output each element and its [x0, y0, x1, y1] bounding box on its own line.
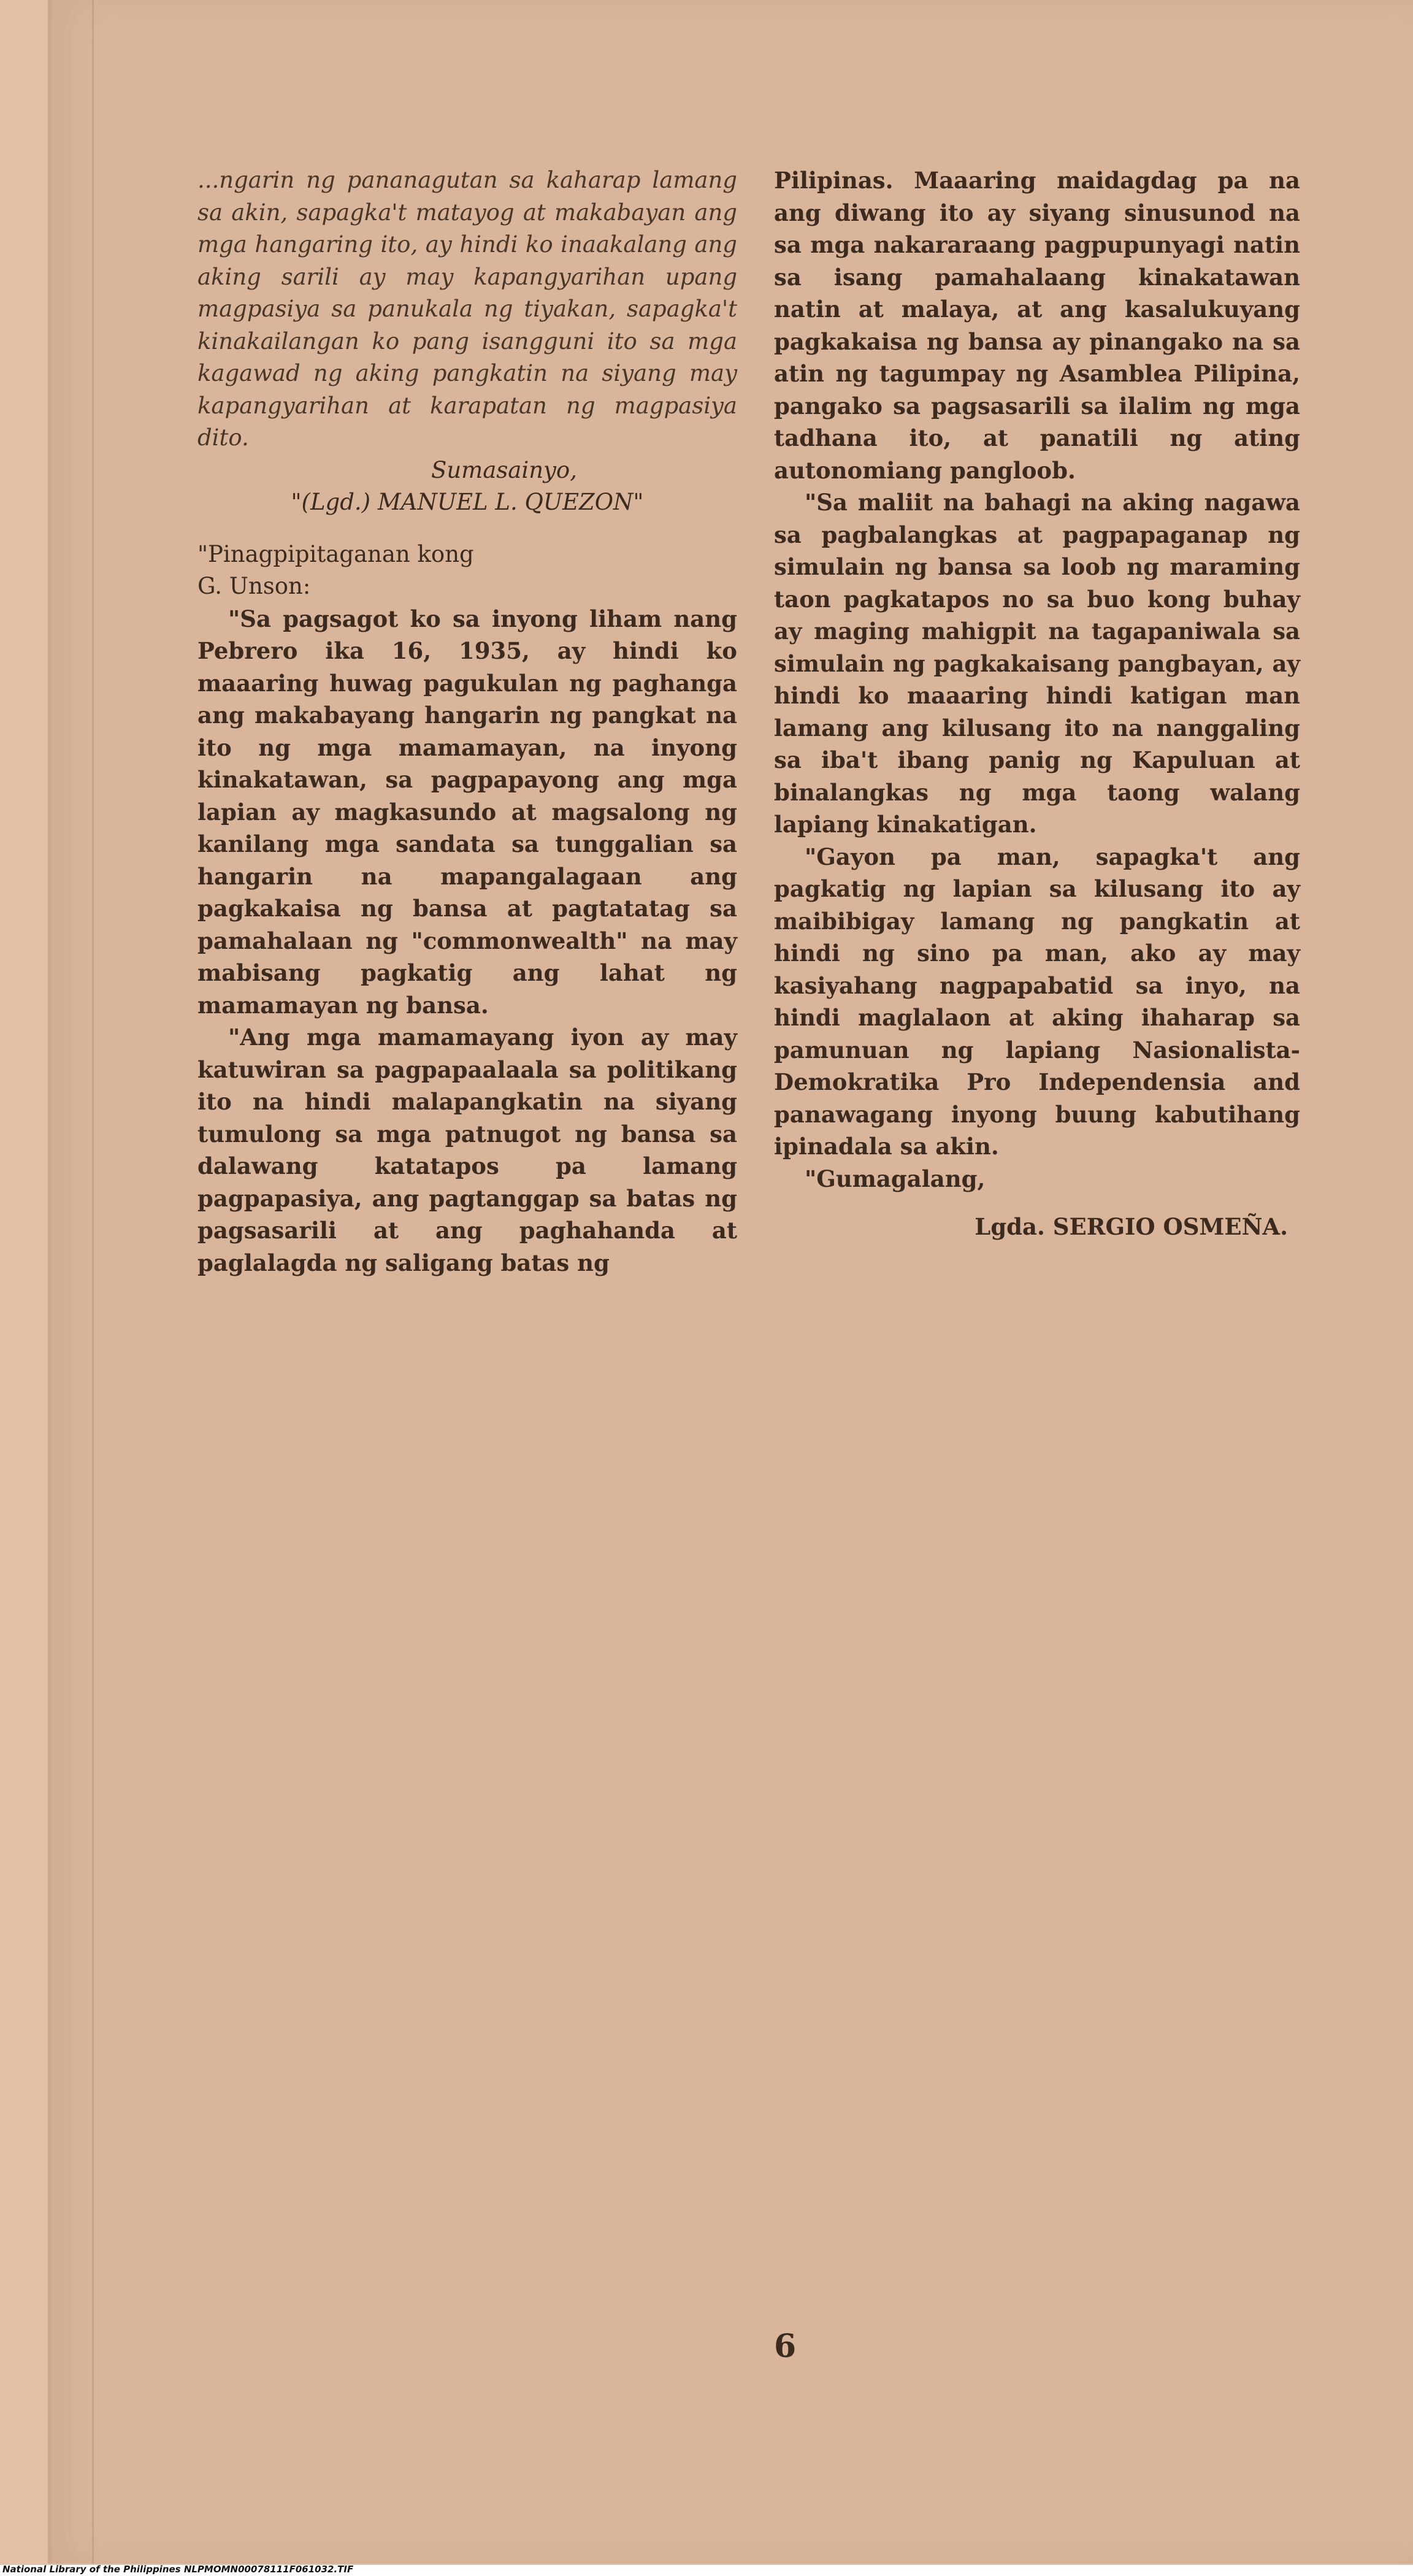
osmena-salutation-line1: "Pinagpipitaganan kong	[197, 540, 474, 567]
left-column	[197, 164, 737, 1279]
page-crease	[92, 0, 94, 2564]
osmena-salutation-line2: G. Unson:	[197, 573, 311, 599]
osmena-paragraph-1: "Sa pagsagot ko sa inyong liham nang Pebrero ika 16, 1935, ay hindi ko maaaring huwag pagukulan ng paghanga ang makabayang hangarin ng pangkat na ito ng mga mamamayan, na inyong kinakatawan, sa pagpapayong ang mga lapian ay magkasundo at magsalong ng kanilang mga sandata sa tunggalian sa hangarin na mapangalagaan ang pagkakaisa ng bansa at pagtatatag sa pamahalaan ng "commonwealth" na may mabisang pagkatig ang lahat ng mamamayan ng bansa.	[197, 605, 737, 1019]
quezon-letter-closing: Sumasainyo,	[431, 456, 577, 483]
osmena-signature: Lgda. SERGIO OSMEÑA.	[975, 1213, 1288, 1240]
osmena-paragraph-2-continued: Pilipinas. Maaaring maidagdag pa na ang diwang ito ay siyang sinusunod na sa mga nakararaang pagpupunyagi natin sa isang pamahalaang kinakatawan natin at malaya, at ang kasalukuyang pagkakaisa ng bansa ay pinangako na sa atin ng tagumpay ng Asamblea Pilipina, pangako sa pagsasarili sa ilalim ng mga tadhana ito, at panatili ng ating autonomiang pangloob.	[774, 167, 1300, 484]
osmena-paragraph-4: "Gayon pa man, sapagka't ang pagkatig ng lapian sa kilusang ito ay maibibigay lamang ng pangkatin at hindi ng sino pa man, ako ay may kasiyahang nagpapabatid sa inyo, na hindi maglalaon at aking ihaharap sa pamunuan ng lapiang Nasionalista-Demokratika Pro Independensia and panawagang inyong buung kabutihang ipinadala sa akin.	[774, 843, 1300, 1160]
quezon-signature: "(Lgd.) MANUEL L. QUEZON"	[291, 489, 644, 515]
quezon-letter-body: ...ngarin ng pananagutan sa kaharap lamang sa akin, sapagka't matayog at makabayan ang mga hangaring ito, ay hindi ko inaakalang ang aking sarili ay may kapangyarihan upang magpasiya sa panukala ng tiyakan, sapagka't kinakailangan ko pang isangguni ito sa mga kagawad ng aking pangkatin na siyang may kapangyarihan at karapatan ng magpasiya dito.	[197, 167, 737, 451]
archive-footer-text: National Library of the Philippines NLPMOMN00078111F061032.TIF	[2, 2564, 354, 2575]
osmena-paragraph-3: "Sa maliit na bahagi na aking nagawa sa pagbalangkas at pagpapaganap ng simulain ng bansa sa loob ng maraming taon pagkatapos no sa buo kong buhay ay maging mahigpit na tagapaniwala sa simulain ng pagkakaisang pangbayan, ay hindi ko maaaring hindi katigan man lamang ang kilusang ito na nanggaling sa iba't ibang panig ng Kapuluan at binalangkas ng mga taong walang lapiang kinakatigan.	[774, 489, 1300, 838]
page-number: 6	[774, 2328, 797, 2365]
osmena-paragraph-2: "Ang mga mamamayang iyon ay may katuwiran sa pagpapaalaala sa politikang ito na hindi malapangkatin na siyang tumulong sa mga patnugot ng bansa sa dalawang katatapos pa lamang pagpapasiya, ang pagtanggap sa batas ng pagsasarili at ang paghahanda at paglalagda ng saligang batas ng	[197, 1024, 737, 1276]
right-column	[774, 164, 1300, 1243]
osmena-letter-closing: "Gumagalang,	[805, 1165, 986, 1192]
